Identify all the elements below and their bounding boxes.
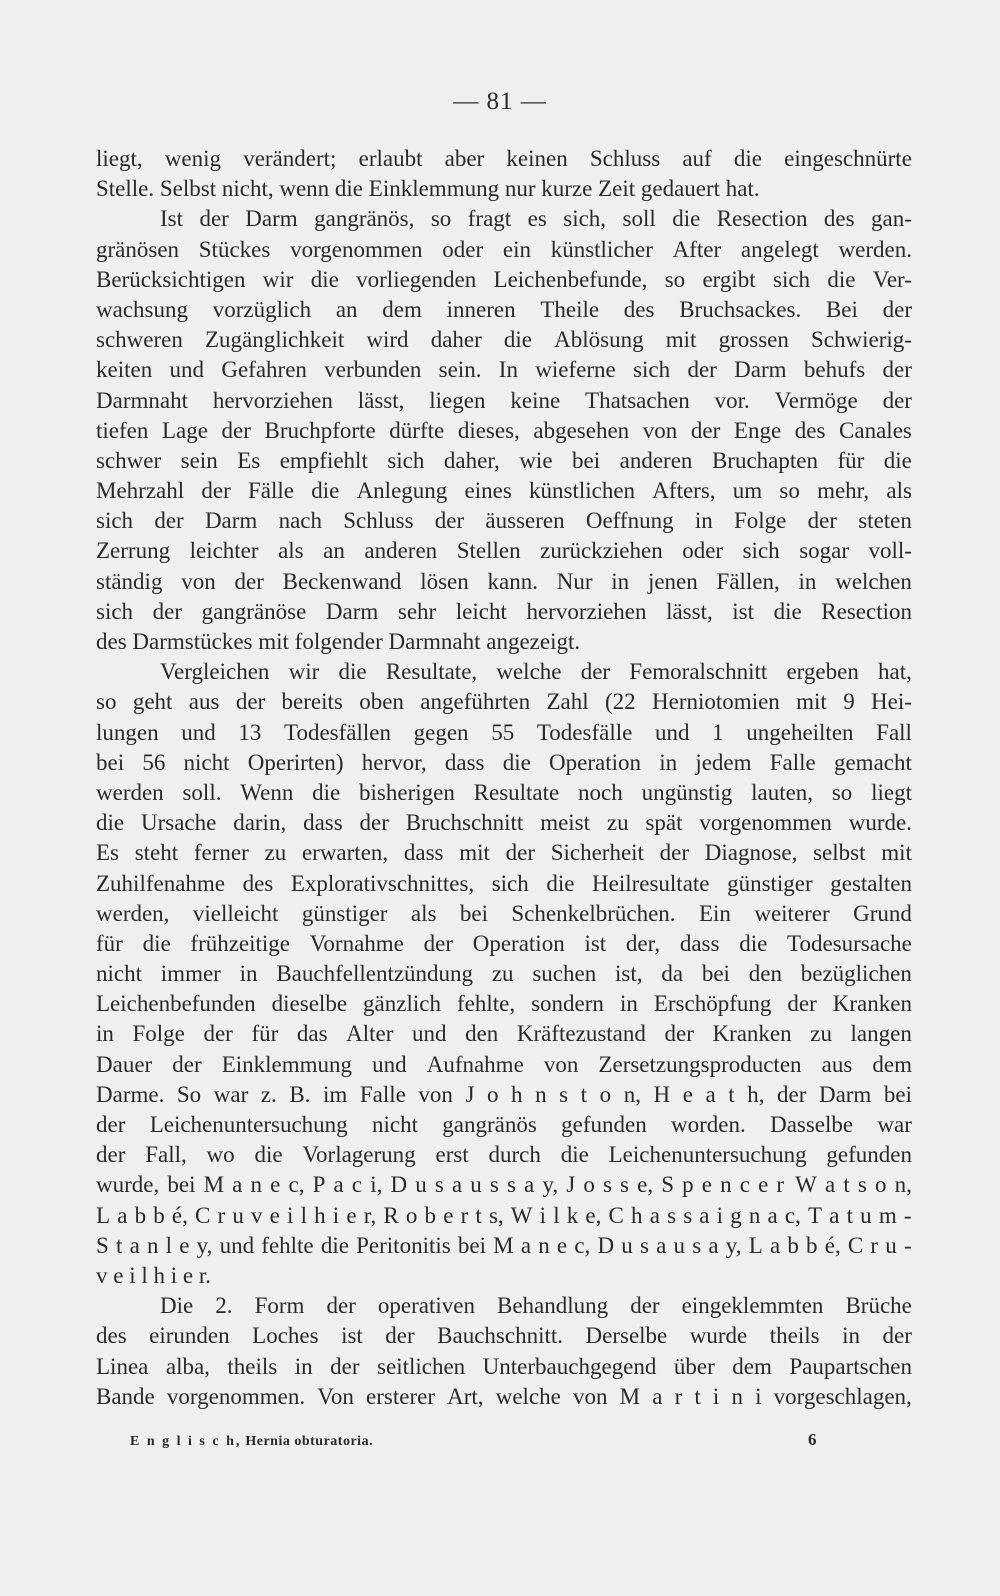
text-line: gränösen Stückes vorgenommen oder ein künstlicher After angelegt werden. [96, 236, 912, 262]
text-line: Berücksichtigen wir die vorliegenden Leichenbefunde, so ergibt sich die Ver- [96, 266, 912, 292]
footer-signature-mark: 6 [808, 1430, 817, 1449]
text-line: L a b b é, C r u v e i l h i e r, R o b e r t s, W i l k e, C h a s s a i g n a c, T a t u m - [96, 1202, 912, 1228]
text-line: Die 2. Form der operativen Behandlung der eingeklemmten Brüche [160, 1293, 912, 1319]
text-line: Leichenbefunden dieselbe gänzlich fehlte, sondern in Erschöpfung der Kranken [96, 991, 912, 1017]
text-line: werden soll. Wenn die bisherigen Resultate noch ungünstig lauten, so liegt [96, 779, 912, 805]
text-line: in Folge der für das Alter und den Kräftezustand der Kranken zu langen [96, 1021, 912, 1047]
text-line: Dauer der Einklemmung und Aufnahme von Zersetzungsproducten aus dem [96, 1051, 912, 1077]
text-line: Darme. So war z. B. im Falle von J o h n s t o n, H e a t h, der Darm bei [96, 1081, 912, 1107]
text-line: keiten und Gefahren verbunden sein. In wieferne sich der Darm behufs der [96, 357, 912, 383]
text-line: v e i l h i e r. [96, 1262, 211, 1288]
footer-title: Hernia obturatoria. [245, 1434, 374, 1449]
text-line: S t a n l e y, und fehlte die Peritonitis bei M a n e c, D u s a u s a y, L a b b é, C r u - [96, 1232, 912, 1258]
footer-author: E n g l i s c h, [130, 1434, 242, 1449]
text-line: sich der Darm nach Schluss der äusseren Oeffnung in Folge der steten [96, 508, 912, 534]
text-line: Mehrzahl der Fälle die Anlegung eines künstlichen Afters, um so mehr, als [96, 478, 912, 504]
text-line: tiefen Lage der Bruchpforte dürfte dieses, abgesehen von der Enge des Canales [96, 417, 912, 443]
text-line: lungen und 13 Todesfällen gegen 55 Todesfälle und 1 ungeheilten Fall [96, 719, 912, 745]
text-line: wachsung vorzüglich an dem inneren Theile des Bruchsackes. Bei der [96, 296, 912, 322]
text-line: der Fall, wo die Vorlagerung erst durch die Leichenuntersuchung gefunden [96, 1142, 912, 1168]
text-line: wurde, bei M a n e c, P a c i, D u s a u s s a y, J o s s e, S p e n c e r W a t s o n, [96, 1172, 912, 1198]
text-line: Zuhilfenahme des Explorativschnittes, sich die Heilresultate günstiger gestalten [96, 870, 912, 896]
text-line: Linea alba, theils in der seitlichen Unterbauchgegend über dem Paupartschen [96, 1353, 912, 1379]
footer-running-title [130, 1434, 373, 1450]
text-line: für die frühzeitige Vornahme der Operation ist der, dass die Todesursache [96, 930, 912, 956]
text-line: der Leichenuntersuchung nicht gangränös gefunden worden. Dasselbe war [96, 1112, 912, 1137]
text-line: Darmnaht hervorziehen lässt, liegen keine Thatsachen vor. Vermöge der [96, 387, 912, 413]
text-line: die Ursache darin, dass der Bruchschnitt meist zu spät vorgenommen wurde. [96, 810, 912, 836]
text-line: so geht aus der bereits oben angeführten Zahl (22 Herniotomien mit 9 Hei- [96, 689, 912, 715]
text-line: werden, vielleicht günstiger als bei Schenkelbrüchen. Ein weiterer Grund [96, 900, 912, 926]
text-line: Stelle. Selbst nicht, wenn die Einklemmung nur kurze Zeit gedauert hat. [96, 176, 760, 202]
text-line: des eirunden Loches ist der Bauchschnitt. Derselbe wurde theils in der [96, 1323, 912, 1349]
text-line: ständig von der Beckenwand lösen kann. Nur in jenen Fällen, in welchen [96, 568, 912, 594]
text-line: Ist der Darm gangränös, so fragt es sich, soll die Resection des gan- [160, 206, 912, 232]
text-line: Es steht ferner zu erwarten, dass mit der Sicherheit der Diagnose, selbst mit [96, 840, 912, 866]
text-line: Zerrung leichter als an anderen Stellen zurückziehen oder sich sogar voll- [96, 538, 912, 564]
body-text [96, 144, 912, 1412]
text-line: Bande vorgenommen. Von ersterer Art, welche von M a r t i n i vorgeschlagen, [96, 1383, 912, 1409]
text-line: sich der gangränöse Darm sehr leicht hervorziehen lässt, ist die Resection [96, 598, 912, 624]
text-line: nicht immer in Bauchfellentzündung zu suchen ist, da bei den bezüglichen [96, 961, 912, 987]
text-line: des Darmstückes mit folgender Darmnaht angezeigt. [96, 629, 581, 654]
text-line: liegt, wenig verändert; erlaubt aber keinen Schluss auf die eingeschnürte [96, 146, 912, 171]
text-line: Vergleichen wir die Resultate, welche der Femoralschnitt ergeben hat, [160, 659, 912, 685]
text-line: schwer sein Es empfiehlt sich daher, wie bei anderen Bruchарten für die [96, 447, 912, 473]
page-number: — 81 — [453, 88, 547, 115]
text-line: bei 56 nicht Operirten) hervor, dass die Operation in jedem Falle gemacht [96, 749, 912, 775]
text-line: schweren Zugänglichkeit wird daher die Ablösung mit grossen Schwierig- [96, 327, 912, 353]
